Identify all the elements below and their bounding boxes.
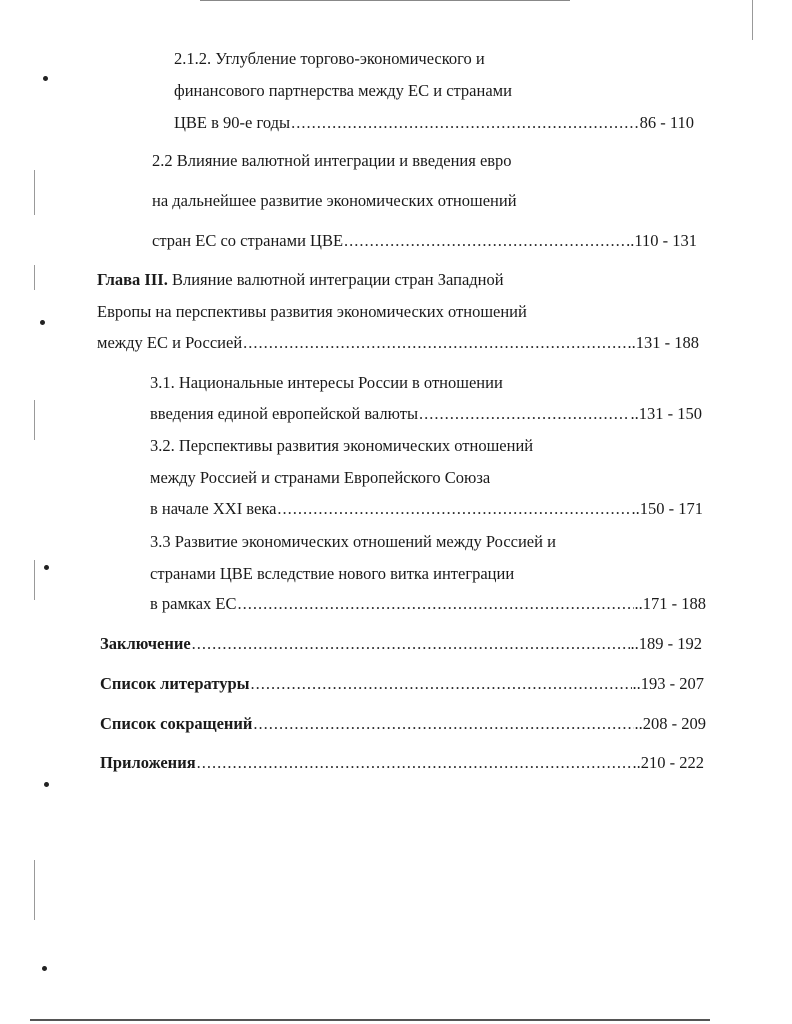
toc-entry-3-3-line2: странами ЦВЕ вследствие нового витка интеграции xyxy=(150,564,515,583)
dot-leader xyxy=(251,674,632,694)
toc-entry-3-3-line1: 3.3 Развитие экономических отношений между Россией и xyxy=(150,532,556,551)
dot-leader xyxy=(344,231,625,251)
toc-page-range: 86 - 110 xyxy=(639,113,694,132)
scan-edge-mark xyxy=(34,170,35,215)
toc-chapter-3-line2: Европы на перспективы развития экономических отношений xyxy=(97,302,527,321)
scan-edge-mark xyxy=(34,400,35,440)
toc-page-range: ..131 - 188 xyxy=(627,333,699,352)
toc-conclusion xyxy=(100,634,702,654)
toc-page-range: ..150 - 171 xyxy=(631,499,703,518)
dot-leader xyxy=(243,333,626,353)
toc-entry-2-1-2-line1: 2.1.2. Углубление торгово-экономического и xyxy=(174,49,485,68)
dot-leader xyxy=(253,714,633,734)
toc-page-range: ..208 - 209 xyxy=(634,714,706,733)
dot-leader xyxy=(419,404,629,424)
toc-entry-3-2-line1: 3.2. Перспективы развития экономических отношений xyxy=(150,436,534,455)
toc-entry-text: в рамках ЕС xyxy=(150,594,237,613)
toc-entry-3-2-line3 xyxy=(150,499,703,519)
dot-leader xyxy=(192,634,630,654)
toc-entry-3-1-line2 xyxy=(150,404,702,424)
toc-page-range: ..193 - 207 xyxy=(632,674,704,693)
scan-speck xyxy=(40,320,45,325)
toc-entry-3-1-line1: 3.1. Национальные интересы России в отношении xyxy=(150,373,503,392)
toc-entry-text: Список сокращений xyxy=(100,714,253,733)
scan-edge-line-top xyxy=(200,0,570,1)
toc-page-range: ..110 - 131 xyxy=(626,231,697,250)
toc-chapter-3-line3 xyxy=(97,333,699,353)
toc-entry-text: между ЕС и Россией xyxy=(97,333,243,352)
scan-speck xyxy=(42,966,47,971)
toc-page-range: ..171 - 188 xyxy=(634,594,706,613)
toc-entry-2-2-line2: на дальнейшее развитие экономических отношений xyxy=(152,191,517,210)
dot-leader xyxy=(291,113,639,133)
toc-entry-text: стран ЕС со странами ЦВЕ xyxy=(152,231,344,250)
toc-entry-text: Список литературы xyxy=(100,674,250,693)
dot-leader xyxy=(237,594,633,614)
toc-appendices xyxy=(100,753,704,773)
scan-edge-mark xyxy=(34,265,35,290)
dot-leader xyxy=(197,753,632,773)
toc-entry-text: Приложения xyxy=(100,753,196,772)
toc-references xyxy=(100,674,704,694)
toc-entry-text: в начале XXI века xyxy=(150,499,277,518)
scan-speck xyxy=(44,565,49,570)
toc-chapter-3-line1 xyxy=(97,270,504,290)
toc-entry-text: введения единой европейской валюты xyxy=(150,404,419,423)
chapter-label: Глава III. xyxy=(97,270,168,289)
toc-page-range: ..210 - 222 xyxy=(632,753,704,772)
chapter-title: Влияние валютной интеграции стран Западной xyxy=(167,270,504,289)
scan-edge-line-bottom xyxy=(30,1019,710,1021)
scan-speck xyxy=(43,76,48,81)
dot-leader xyxy=(277,499,630,519)
scan-edge-mark xyxy=(752,0,753,40)
toc-page-range: ..189 - 192 xyxy=(630,634,702,653)
toc-entry-text: ЦВЕ в 90-е годы xyxy=(174,113,291,132)
toc-entry-2-2-line1: 2.2 Влияние валютной интеграции и введения евро xyxy=(152,151,512,170)
toc-entry-2-1-2-line2: финансового партнерства между ЕС и странами xyxy=(174,81,512,100)
toc-entry-3-3-line3 xyxy=(150,594,706,614)
scan-edge-mark xyxy=(34,560,35,600)
toc-entry-3-2-line2: между Россией и странами Европейского Союза xyxy=(150,468,491,487)
toc-entry-2-2-line3 xyxy=(152,231,697,251)
toc-page-range: ..131 - 150 xyxy=(630,404,702,423)
scan-speck xyxy=(44,782,49,787)
toc-entry-text: Заключение xyxy=(100,634,191,653)
toc-abbreviations xyxy=(100,714,706,734)
toc-entry-2-1-2-line3 xyxy=(174,113,694,133)
scan-edge-mark xyxy=(34,860,35,920)
